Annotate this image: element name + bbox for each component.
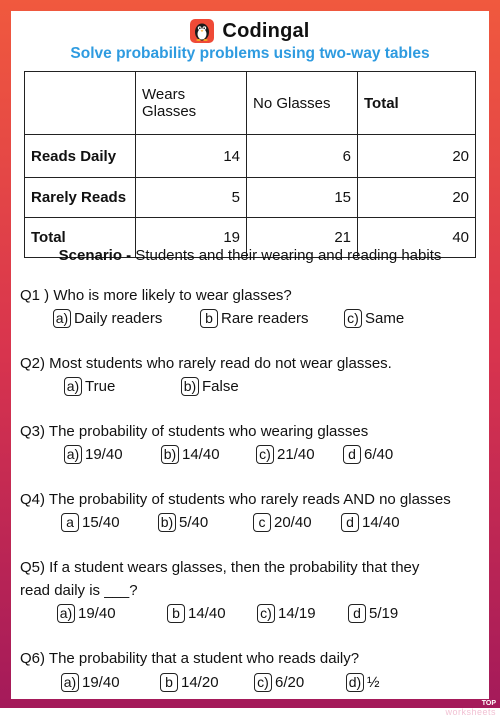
table-cell: 40	[358, 218, 476, 258]
option-b[interactable]	[181, 377, 239, 396]
table-row-label: Total	[25, 218, 136, 258]
option-c[interactable]	[257, 604, 316, 623]
option-text: 14/20	[181, 674, 219, 691]
option-text: True	[85, 378, 116, 395]
option-text: 14/40	[188, 605, 226, 622]
option-d[interactable]	[346, 673, 380, 692]
option-b[interactable]	[160, 673, 219, 692]
option-text: 6/20	[275, 674, 305, 691]
option-letter: a)	[61, 673, 79, 692]
table-row	[25, 135, 476, 178]
option-text: 5/19	[369, 605, 399, 622]
scenario-line	[11, 247, 489, 264]
option-text: 14/40	[182, 446, 220, 463]
option-text: 19/40	[78, 605, 116, 622]
worksheet-subtitle: Solve probability problems using two-way tables	[70, 45, 430, 62]
penguin-logo-icon	[190, 19, 214, 43]
table-cell: 20	[358, 135, 476, 178]
question-3: Q3) The probability of students who wearing glasses	[20, 423, 369, 440]
watermark-line-1: TOP	[481, 700, 496, 707]
table-cell: 5	[136, 178, 247, 218]
table-cell: 6	[247, 135, 358, 178]
option-text: 20/40	[274, 514, 312, 531]
option-letter: c)	[254, 673, 272, 692]
table-row	[25, 178, 476, 218]
option-text: Rare readers	[221, 310, 309, 327]
option-a[interactable]	[61, 673, 120, 692]
table-cell: 19	[136, 218, 247, 258]
question-2: Q2) Most students who rarely read do not wear glasses.	[20, 355, 392, 372]
scenario-label: Scenario -	[58, 247, 132, 264]
option-text: Same	[365, 310, 405, 327]
option-text: ½	[367, 674, 380, 691]
table-cell: 15	[247, 178, 358, 218]
option-letter: c)	[256, 445, 274, 464]
option-letter: a	[61, 513, 79, 532]
option-a[interactable]	[64, 377, 115, 396]
option-letter: b)	[181, 377, 199, 396]
option-letter: b	[160, 673, 178, 692]
table-cell: 20	[358, 178, 476, 218]
option-letter: c)	[344, 309, 362, 328]
option-letter: d	[348, 604, 366, 623]
option-letter: b)	[161, 445, 179, 464]
table-header-cell: Wears Glasses	[136, 72, 247, 135]
question-6: Q6) The probability that a student who reads daily?	[20, 650, 360, 667]
option-b[interactable]	[161, 445, 220, 464]
option-d[interactable]	[348, 604, 398, 623]
table-header-row	[25, 72, 476, 135]
table-cell: 21	[247, 218, 358, 258]
table-header-cell: Total	[358, 72, 476, 135]
option-letter: a)	[53, 309, 71, 328]
question-5: Q5) If a student wears glasses, then the probability that they	[20, 559, 420, 576]
option-a[interactable]	[57, 604, 116, 623]
table-row-label: Reads Daily	[25, 135, 136, 178]
option-d[interactable]	[343, 445, 393, 464]
option-letter: d	[341, 513, 359, 532]
question-4: Q4) The probability of students who rarely reads AND no glasses	[20, 491, 451, 508]
table-corner-cell	[25, 72, 136, 135]
option-a[interactable]	[64, 445, 123, 464]
option-text: 21/40	[277, 446, 315, 463]
option-text: 14/40	[362, 514, 400, 531]
option-text: 19/40	[82, 674, 120, 691]
option-c[interactable]	[254, 673, 304, 692]
table-cell: 14	[136, 135, 247, 178]
table-row-label: Rarely Reads	[25, 178, 136, 218]
option-a[interactable]	[61, 513, 120, 532]
scenario-text: Students and their wearing and reading habits	[135, 247, 442, 264]
watermark-line-2: worksheets	[445, 707, 496, 717]
option-text: 15/40	[82, 514, 120, 531]
option-d[interactable]	[341, 513, 400, 532]
two-way-table	[24, 71, 476, 258]
option-letter: c	[253, 513, 271, 532]
option-c[interactable]	[344, 309, 404, 328]
option-letter: a)	[64, 445, 82, 464]
option-letter: a)	[57, 604, 75, 623]
option-text: 5/40	[179, 514, 209, 531]
option-c[interactable]	[256, 445, 315, 464]
option-letter: b)	[158, 513, 176, 532]
option-text: 14/19	[278, 605, 316, 622]
question-5-continued: read daily is ___?	[20, 582, 138, 599]
option-text: 6/40	[364, 446, 394, 463]
option-text: False	[202, 378, 239, 395]
option-letter: d	[343, 445, 361, 464]
brand-header	[11, 17, 489, 45]
option-letter: d)	[346, 673, 364, 692]
option-b[interactable]	[167, 604, 226, 623]
top-worksheets-watermark	[445, 700, 496, 716]
option-letter: b	[167, 604, 185, 623]
option-text: Daily readers	[74, 310, 163, 327]
question-1: Q1 ) Who is more likely to wear glasses?	[20, 287, 292, 304]
option-b[interactable]	[158, 513, 208, 532]
table-header-cell: No Glasses	[247, 72, 358, 135]
option-b[interactable]	[200, 309, 309, 328]
option-letter: b	[200, 309, 218, 328]
option-text: 19/40	[85, 446, 123, 463]
worksheet-page	[11, 11, 489, 699]
option-a[interactable]	[53, 309, 162, 328]
brand-name: Codingal	[222, 19, 310, 42]
option-letter: c)	[257, 604, 275, 623]
option-letter: a)	[64, 377, 82, 396]
option-c[interactable]	[253, 513, 312, 532]
